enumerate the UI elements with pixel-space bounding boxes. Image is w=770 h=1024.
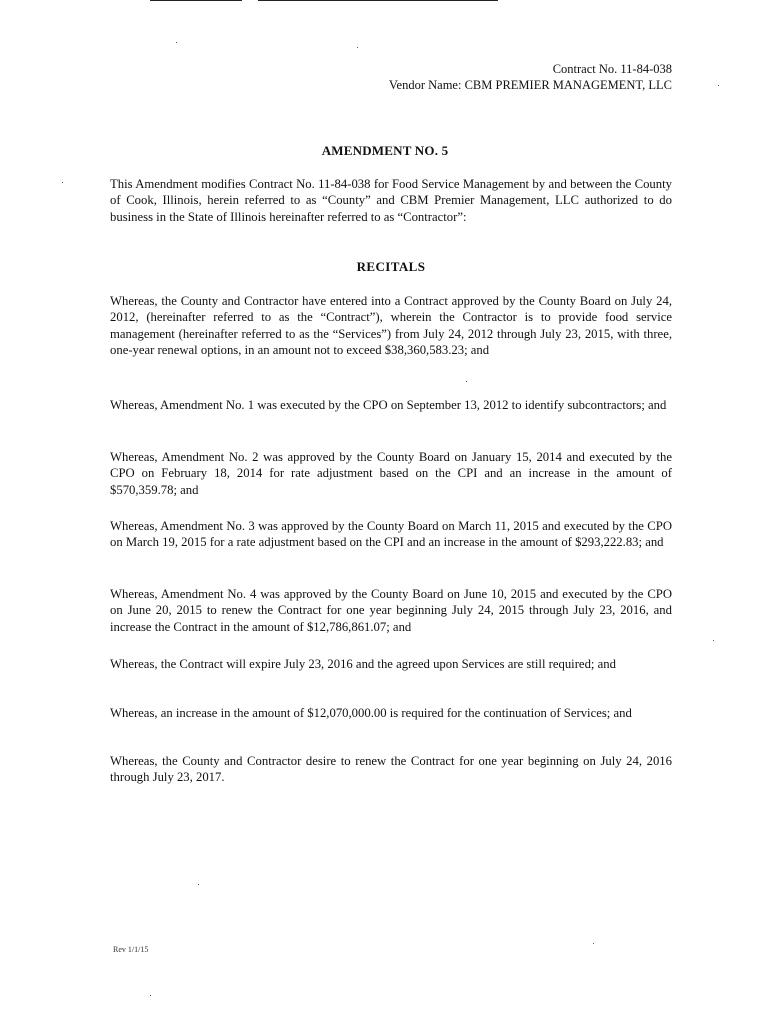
recital-paragraph: Whereas, Amendment No. 3 was approved by the County Board on March 11, 2015 and executed by the CPO on March 19, 2015 for a rate adjustment based on the CPI and an increase in the amount of $293,222.83; and (110, 519, 672, 550)
recital-paragraph: Whereas, an increase in the amount of $12,070,000.00 is required for the continuation of Services; and (110, 706, 632, 720)
recital-paragraph: Whereas, Amendment No. 4 was approved by the County Board on June 10, 2015 and executed by the CPO on June 20, 2015 to renew the Contract for one year beginning July 24, 2015 through July 23, 2016, and increase the Contract in the amount of $12,786,861.07; and (110, 587, 672, 634)
recital-paragraph: Whereas, the County and Contractor have entered into a Contract approved by the County Board on July 24, 2012, (hereinafter referred to as the “Contract”), wherein the Contractor is to provide food service management (hereinafter referred to as the “Services”) from July 24, 2012 through July 23, 2015, with three, one-year renewal options, in an amount not to exceed $38,360,583.23; and (110, 294, 672, 358)
recital-paragraph: Whereas, Amendment No. 2 was approved by the County Board on January 15, 2014 and executed by the CPO on February 18, 2014 for rate adjustment based on the CPI and an increase in the amount of $570,359.78; and (110, 450, 672, 497)
scan-speck (593, 943, 594, 944)
contract-number: Contract No. 11-84-038 (552, 62, 672, 76)
scan-artifact-line (150, 0, 242, 1)
scan-speck (150, 995, 151, 996)
recital-paragraph: Whereas, the County and Contractor desire to renew the Contract for one year beginning on July 24, 2016 through July 23, 2017. (110, 754, 672, 785)
vendor-name: Vendor Name: CBM PREMIER MANAGEMENT, LLC (388, 78, 672, 92)
recital-paragraph: Whereas, Amendment No. 1 was executed by the CPO on September 13, 2012 to identify subcontractors; and (110, 398, 667, 412)
revision-footer: Rev 1/1/15 (113, 945, 149, 954)
scan-speck (62, 182, 63, 183)
scan-speck (198, 884, 199, 885)
scan-speck (718, 85, 719, 86)
document-title: AMENDMENT NO. 5 (321, 143, 449, 158)
recitals-heading: RECITALS (356, 259, 426, 274)
scan-speck (713, 640, 714, 641)
scan-speck (357, 47, 358, 48)
scan-speck (176, 42, 177, 43)
contract-header (389, 61, 672, 93)
scan-artifact-line (258, 0, 498, 1)
recital-paragraph: Whereas, the Contract will expire July 23, 2016 and the agreed upon Services are still required; and (110, 657, 616, 671)
intro-paragraph: This Amendment modifies Contract No. 11-84-038 for Food Service Management by and between the County of Cook, Illinois, herein referred to as “County” and CBM Premier Management, LLC authorized to do business in the State of Illinois hereinafter referred to as “Contractor”: (110, 177, 672, 224)
scan-speck (466, 381, 467, 382)
